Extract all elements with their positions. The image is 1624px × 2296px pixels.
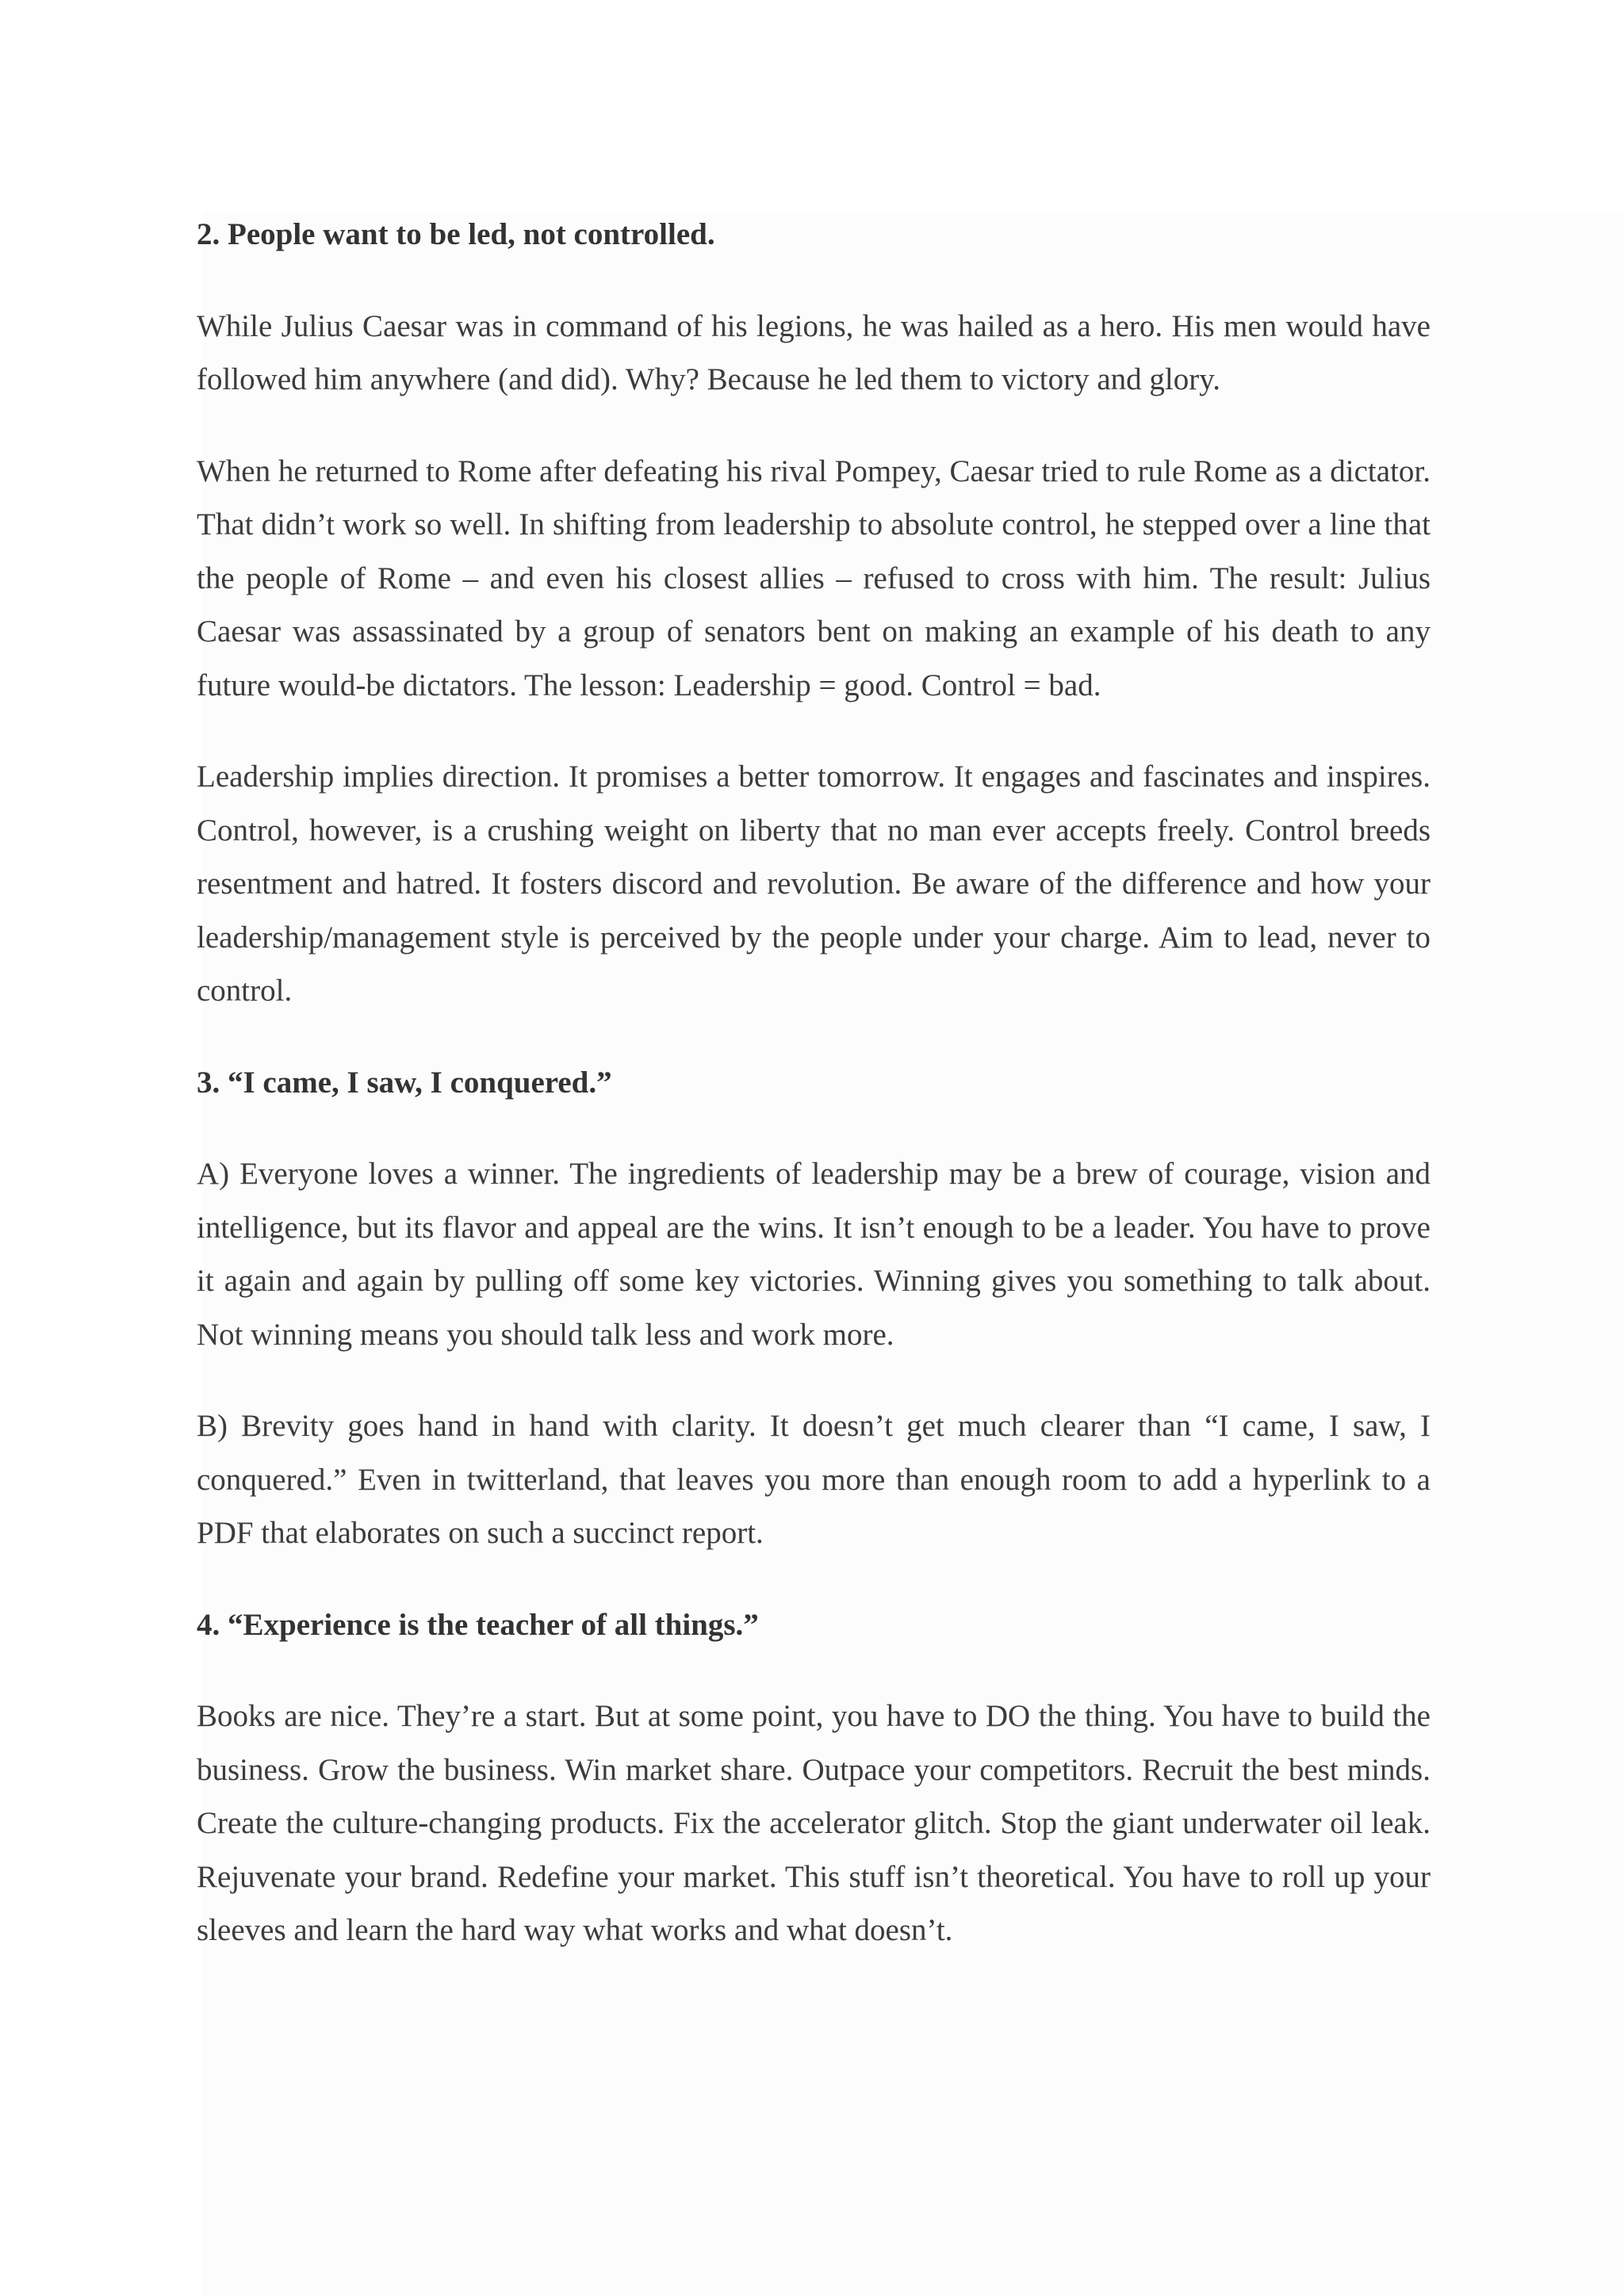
section-heading-4: 4. “Experience is the teacher of all things.”: [197, 1607, 759, 1642]
paragraph-caesar-legions: While Julius Caesar was in command of his legions, he was hailed as a hero. His men would have followed him anywhere (and did). Why? Because he led them to victory and glory.: [197, 308, 1431, 396]
paragraph-leadership-vs-control: Leadership implies direction. It promises a better tomorrow. It engages and fascinates and inspires. Control, however, is a crushing weight on liberty that no man ever accepts freely. Control breeds resentment and hatred. It fosters discord and revolution. Be aware of the difference and how your leadership/management style is perceived by the people under your charge. Aim to lead, never to control.: [197, 760, 1431, 1008]
section-heading-2: 2. People want to be led, not controlled.: [197, 217, 715, 251]
paragraph-brevity-clarity: B) Brevity goes hand in hand with clarity. It doesn’t get much clearer than “I came, I saw, I conquered.” Even in twitterland, that leaves you more than enough room to add a hyperlink to a PDF that elaborates on such a succinct report.: [197, 1409, 1431, 1550]
paragraph-caesar-dictator: When he returned to Rome after defeating his rival Pompey, Caesar tried to rule Rome as a dictator. That didn’t work so well. In shifting from leadership to absolute control, he stepped over a line that the people of Rome – and even his closest allies – refused to cross with him. The result: Julius Caesar was assassinated by a group of senators bent on making an example of his death to any future would-be dictators. The lesson: Leadership = good. Control = bad.: [197, 453, 1431, 702]
paragraph-books-are-nice: Books are nice. They’re a start. But at some point, you have to DO the thing. You have to build the business. Grow the business. Win market share. Outpace your competitors. Recruit the best minds. Create the culture-changing products. Fix the accelerator glitch. Stop the giant underwater oil leak. Rejuvenate your brand. Redefine your market. This stuff isn’t theoretical. You have to roll up your sleeves and learn the hard way what works and what doesn’t.: [197, 1699, 1431, 1947]
paragraph-everyone-loves-winner: A) Everyone loves a winner. The ingredients of leadership may be a brew of courage, vision and intelligence, but its flavor and appeal are the wins. It isn’t enough to be a leader. You have to prove it again and again by pulling off some key victories. Winning gives you something to talk about. Not winning means you should talk less and work more.: [197, 1157, 1431, 1352]
section-heading-3: 3. “I came, I saw, I conquered.”: [197, 1065, 612, 1100]
document-body: [197, 208, 1431, 1957]
